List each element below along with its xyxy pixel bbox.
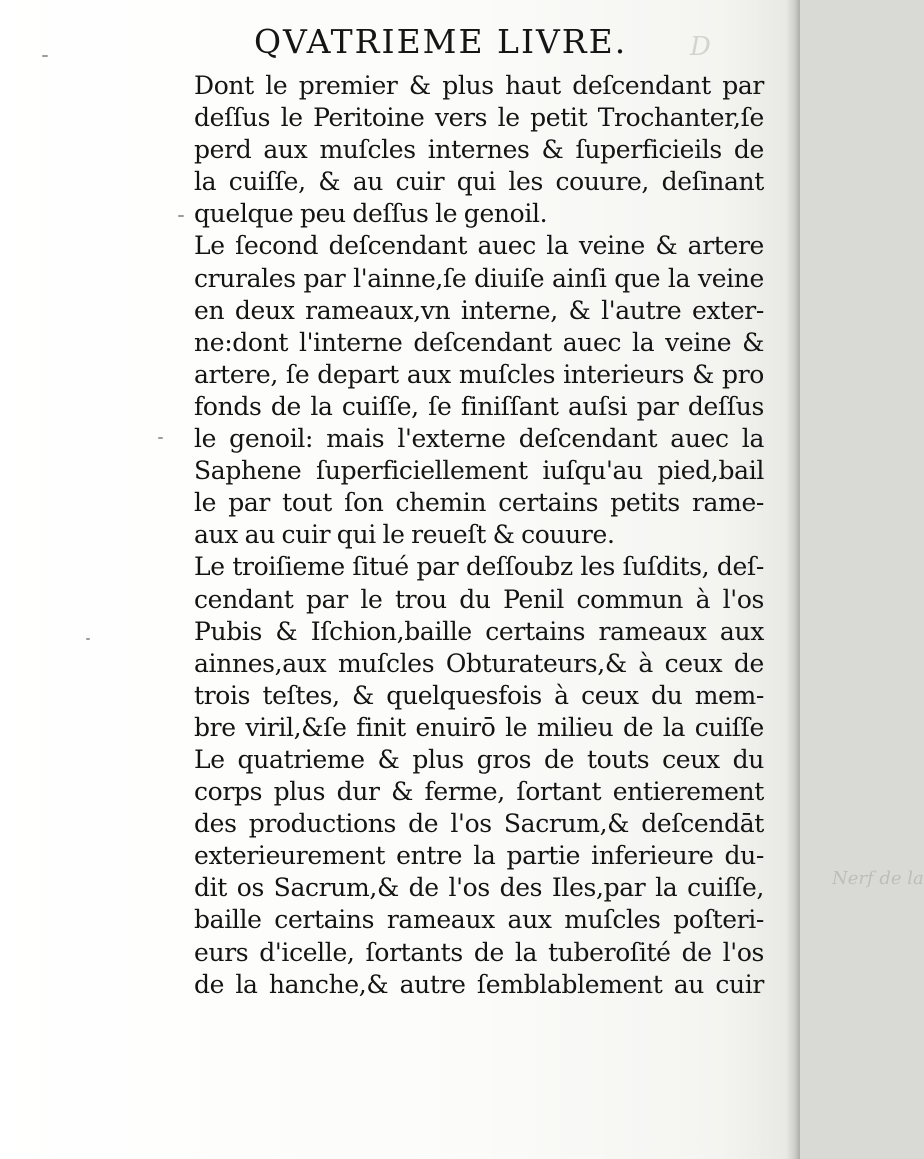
show-through-text: Nerf de la (832, 868, 924, 889)
text-line: le genoil: mais l'externe deſcendant auec la (194, 424, 764, 454)
ink-speck (178, 215, 184, 217)
text-line: Saphene ſuperficiellement iuſqu'au pied,bail (194, 456, 764, 486)
text-line: Pubis & Iſchion,baille certains rameaux aux (194, 616, 764, 646)
text-line: quelque peu deſſus le genoil. (194, 199, 548, 229)
ink-speck (158, 437, 163, 439)
text-line: dit os Sacrum,& de l'os des Iles,par la cuiſſe, (194, 873, 764, 903)
text-line: exterieurement entre la partie inferieure du- (194, 841, 764, 871)
text-line: des productions de l'os Sacrum,& deſcendāt (194, 809, 764, 839)
text-line: le par tout ſon chemin certains petits rame- (194, 488, 764, 518)
text-line: corps plus dur & ferme, ſortant entierement (194, 777, 764, 807)
text-line: ainnes,aux muſcles Obturateurs,& à ceux de (194, 648, 764, 678)
text-line: Dont le premier & plus haut deſcendant par (194, 71, 764, 100)
text-line: Le troiſieme ſitué par deſſoubz les ſuſdits, deſ- (194, 552, 764, 582)
text-line: en deux rameaux,vn interne, & l'autre exter- (194, 295, 764, 325)
text-line: bre viril,&ſe finit enuirō le milieu de la cuiſſe (194, 712, 764, 742)
text-line: baille certains rameaux aux muſcles poſteri- (194, 905, 764, 935)
text-line: la cuiſſe, & au cuir qui les couure, deſinant (194, 167, 764, 197)
text-line: Le ſecond deſcendant auec la veine & artere (194, 231, 764, 261)
show-through-text: D (690, 32, 711, 62)
text-line: fonds de la cuiſſe, ſe finiſſant auſsi par deſſus (194, 391, 764, 421)
ink-speck (42, 55, 48, 57)
running-head: QVATRIEME LIVRE. (254, 22, 628, 61)
text-line: eurs d'icelle, ſortants de la tuberoſité de l'os (194, 937, 764, 967)
ink-speck (86, 638, 90, 640)
text-line: perd aux muſcles internes & ſuperficieils de (194, 135, 764, 165)
text-line: de la hanche,& autre ſemblablement au cuir (194, 969, 764, 999)
text-line: trois teſtes, & quelquesfois à ceux du mem- (194, 680, 764, 710)
text-line: aux au cuir qui le reueſt & couure. (194, 520, 615, 550)
text-line: cendant par le trou du Penil commun à l'os (194, 584, 764, 614)
text-line: ne:dont l'interne deſcendant auec la veine & (194, 327, 764, 357)
page-edge-shadow (786, 0, 800, 1159)
text-line: crurales par l'ainne,ſe diuiſe ainſi que la veine (194, 263, 764, 293)
text-line: Le quatrieme & plus gros de touts ceux du (194, 744, 764, 774)
text-line: deſſus le Peritoine vers le petit Trochanter,ſe (194, 103, 764, 133)
text-line: artere, ſe depart aux muſcles interieurs & pro (194, 359, 764, 389)
body-text (194, 70, 764, 1001)
